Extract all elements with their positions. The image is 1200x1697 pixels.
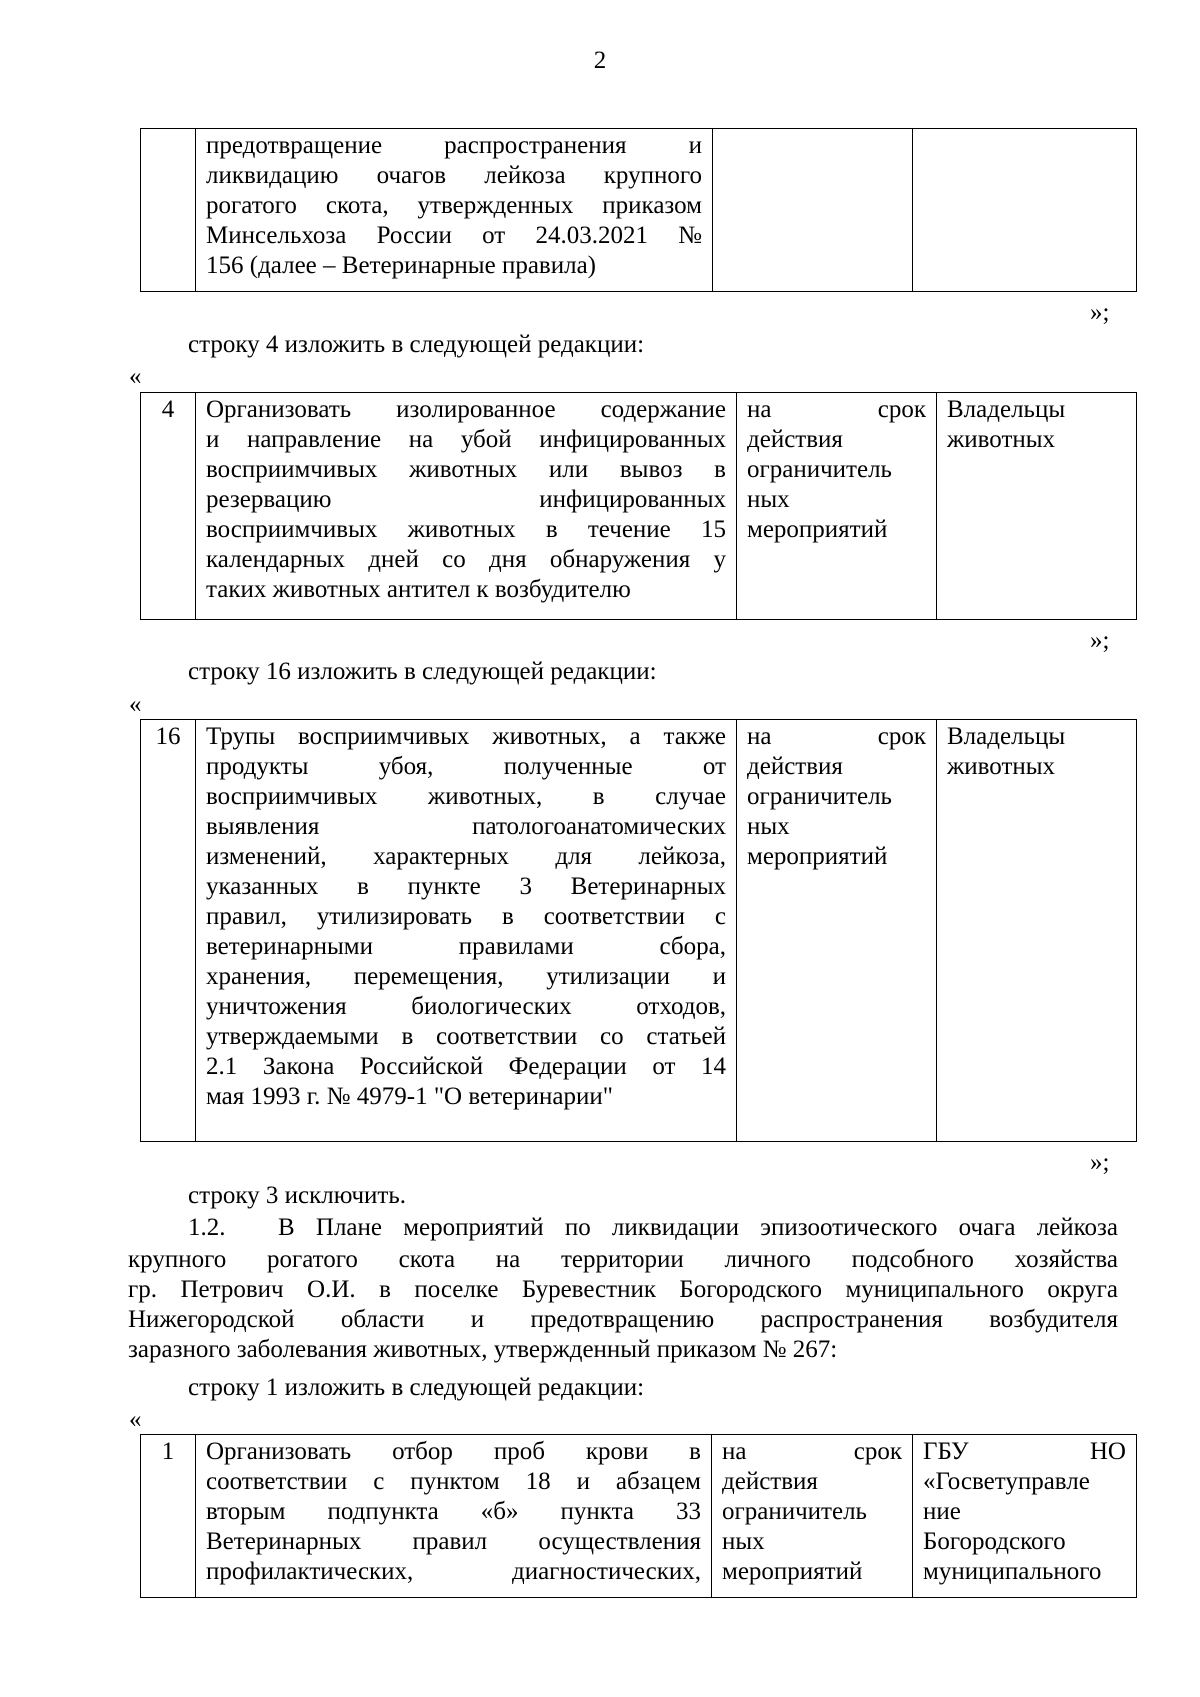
text-line: правил, утилизировать в соответствии с	[206, 903, 726, 930]
paragraph-line: заразного заболевания животных, утвержденный приказом № 267:	[128, 1336, 838, 1363]
paragraph-line: гр. Петрович О.И. в поселке Буревестник Богородского муниципального округа	[128, 1276, 1118, 1303]
measure-cell	[196, 1435, 712, 1598]
table-row-1	[140, 1434, 1137, 1598]
table-row	[141, 129, 1137, 292]
text-line: утверждаемыми в соответствии со статьей	[206, 1023, 726, 1050]
term-line: на срок	[747, 723, 926, 750]
opening-quote: «	[129, 363, 142, 390]
text-line: ликвидацию очагов лейкоза крупного	[206, 162, 702, 189]
section-number: 1.2.	[188, 1214, 226, 1241]
responsible-line: «Госветуправле	[923, 1468, 1090, 1495]
table-row	[141, 1435, 1137, 1598]
table-row	[141, 393, 1137, 620]
term-line: ограничитель	[747, 783, 892, 810]
text-line: 156 (далее – Ветеринарные правила)	[206, 252, 597, 279]
text-line: Трупы восприимчивых животных, а также	[206, 723, 726, 750]
text-line: указанных в пункте 3 Ветеринарных	[206, 873, 726, 900]
instruction-row-4: строку 4 изложить в следующей редакции:	[188, 331, 645, 358]
term-line: действия	[747, 426, 843, 453]
table-row	[141, 720, 1137, 1142]
responsible-line: Владельцы	[947, 396, 1066, 423]
opening-quote: «	[129, 691, 142, 718]
text-line: Минсельхоза России от 24.03.2021 №	[206, 222, 702, 249]
paragraph-line: В Плане мероприятий по ликвидации эпизоотического очага лейкоза	[278, 1214, 1118, 1241]
term-line: мероприятий	[747, 516, 888, 543]
term-cell	[712, 1435, 913, 1598]
section-1-2-first-line	[188, 1213, 1118, 1243]
responsible-cell	[937, 720, 1137, 1142]
text-line: предотвращение распространения и	[206, 132, 702, 159]
closing-quote: »;	[1090, 299, 1110, 326]
table-row-4	[140, 392, 1137, 620]
opening-quote: «	[129, 1406, 142, 1433]
term-line: ных	[747, 813, 790, 840]
term-cell	[737, 720, 937, 1142]
measure-cell	[196, 129, 713, 292]
text-line: восприимчивых животных или вывоз в	[206, 456, 726, 483]
instruction-row-1: строку 1 изложить в следующей редакции:	[188, 1374, 645, 1401]
text-line: восприимчивых животных в течение 15	[206, 516, 726, 543]
text-line: восприимчивых животных, в случае	[206, 783, 726, 810]
text-line: мая 1993 г. № 4979-1 "О ветеринарии"	[206, 1083, 613, 1110]
row-number-cell	[141, 129, 196, 292]
text-line: Организовать изолированное содержание	[206, 396, 726, 423]
text-line: профилактических, диагностических,	[206, 1558, 701, 1585]
text-line: хранения, перемещения, утилизации и	[206, 963, 726, 990]
table-continuation	[140, 128, 1137, 292]
responsible-cell	[913, 129, 1137, 292]
term-line: ных	[747, 486, 790, 513]
text-line: таких животных антител к возбудителю	[206, 576, 631, 603]
responsible-line: муниципального	[923, 1558, 1102, 1585]
responsible-cell	[937, 393, 1137, 620]
term-cell	[713, 129, 913, 292]
row-number-cell: 1	[141, 1435, 196, 1598]
term-line: действия	[722, 1468, 818, 1495]
term-line: мероприятий	[722, 1558, 863, 1585]
text-line: Организовать отбор проб крови в	[206, 1438, 701, 1465]
closing-quote: »;	[1090, 627, 1110, 654]
responsible-line: животных	[947, 426, 1056, 453]
text-line: ветеринарными правилами сбора,	[206, 933, 726, 960]
responsible-line: ГБУ НО	[923, 1438, 1126, 1465]
responsible-line: ние	[923, 1498, 961, 1525]
term-line: ограничитель	[747, 456, 892, 483]
term-line: мероприятий	[747, 843, 888, 870]
measure-cell	[196, 720, 737, 1142]
term-line: на срок	[747, 396, 926, 423]
table-row-16	[140, 719, 1137, 1142]
paragraph-line: крупного рогатого скота на территории личного подсобного хозяйства	[128, 1246, 1118, 1273]
page-number: 2	[593, 47, 607, 74]
closing-quote: »;	[1090, 1149, 1110, 1176]
row-number-cell: 4	[141, 393, 196, 620]
paragraph-line: Нижегородской области и предотвращению распространения возбудителя	[128, 1306, 1118, 1333]
section-1-2-body	[128, 1245, 1118, 1365]
text-line: резервацию инфицированных	[206, 486, 726, 513]
text-line: выявления патологоанатомических	[206, 813, 726, 840]
term-line: ограничитель	[722, 1498, 867, 1525]
term-line: действия	[747, 753, 843, 780]
term-line: на срок	[722, 1438, 902, 1465]
responsible-line: Богородского	[923, 1528, 1066, 1555]
responsible-line: Владельцы	[947, 723, 1066, 750]
text-line: продукты убоя, полученные от	[206, 753, 726, 780]
term-line: ных	[722, 1528, 765, 1555]
responsible-cell	[913, 1435, 1137, 1598]
text-line: Ветеринарных правил осуществления	[206, 1528, 701, 1555]
term-cell	[737, 393, 937, 620]
text-line: вторым подпункта «б» пункта 33	[206, 1498, 701, 1525]
text-line: рогатого скота, утвержденных приказом	[206, 192, 702, 219]
text-line: 2.1 Закона Российской Федерации от 14	[206, 1053, 726, 1080]
instruction-row-3: строку 3 исключить.	[188, 1182, 406, 1209]
instruction-row-16: строку 16 изложить в следующей редакции:	[188, 658, 657, 685]
text-line: уничтожения биологических отходов,	[206, 993, 726, 1020]
measure-cell	[196, 393, 737, 620]
text-line: изменений, характерных для лейкоза,	[206, 843, 726, 870]
text-line: соответствии с пунктом 18 и абзацем	[206, 1468, 701, 1495]
row-number-cell: 16	[141, 720, 196, 1142]
text-line: и направление на убой инфицированных	[206, 426, 726, 453]
text-line: календарных дней со дня обнаружения у	[206, 546, 726, 573]
responsible-line: животных	[947, 753, 1056, 780]
